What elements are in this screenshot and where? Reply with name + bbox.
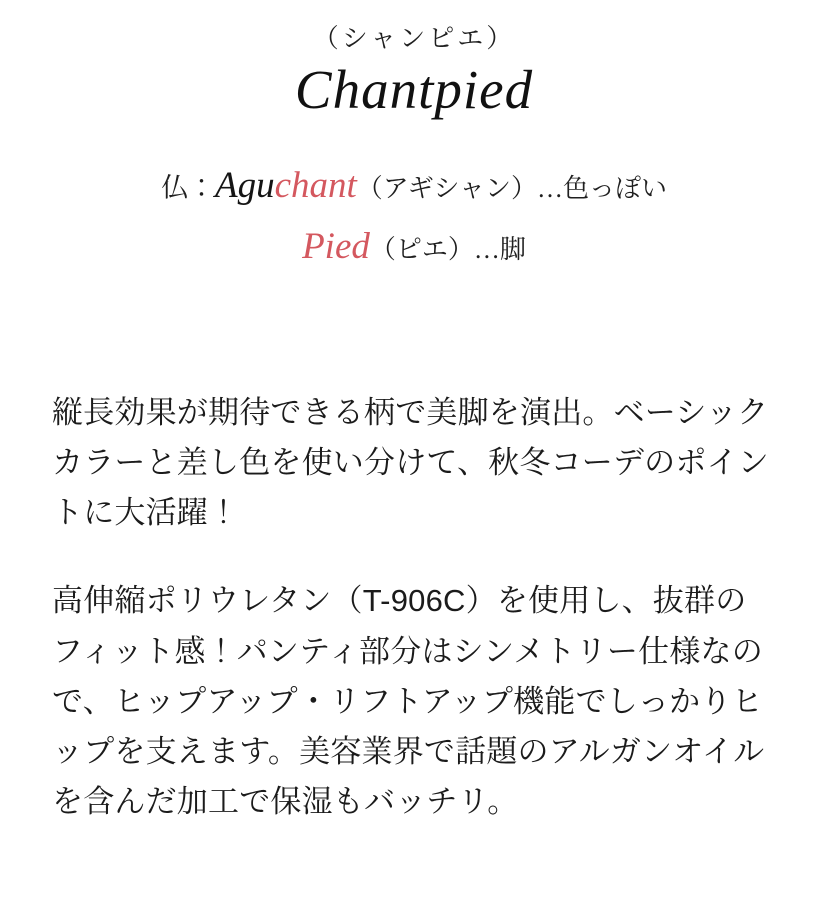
- french-word-aguchant-prefix: Agu: [214, 165, 275, 207]
- kana-reading-pied: （ピエ）: [369, 235, 474, 265]
- french-word-pied: [302, 226, 370, 267]
- gloss-pied: …脚: [473, 235, 526, 265]
- language-label: 仏：: [160, 173, 215, 204]
- gloss-aguchant: …色っぽい: [536, 174, 667, 204]
- french-word-aguchant: [215, 165, 357, 206]
- brand-kana-reading: （シャンピエ）: [312, 24, 516, 53]
- brand-header: [0, 0, 828, 121]
- etymology-block: [0, 157, 828, 276]
- french-word-pied-accent: Pied: [302, 226, 370, 268]
- etymology-line-2: [0, 218, 828, 275]
- brand-name: Chantpied: [294, 58, 534, 120]
- etymology-line-1: [0, 157, 828, 214]
- description-paragraph-2: 高伸縮ポリウレタン（T-906C）を使用し、抜群のフィット感！パンティ部分はシンメトリー仕様なので、ヒップアップ・リフトアップ機能でしっかりヒップを支えます。美容業界で話題のアルガンオイルを含んだ加工で保湿もバッチリ。: [52, 583, 765, 820]
- french-word-aguchant-accent: chant: [274, 165, 357, 207]
- description-paragraph-1: 縦長効果が期待できる柄で美脚を演出。ベーシックカラーと差し色を使い分けて、秋冬コーデのポイントに大活躍！: [52, 394, 769, 531]
- kana-reading-aguchant: （アギシャン）: [356, 174, 537, 204]
- body-copy: [0, 388, 828, 828]
